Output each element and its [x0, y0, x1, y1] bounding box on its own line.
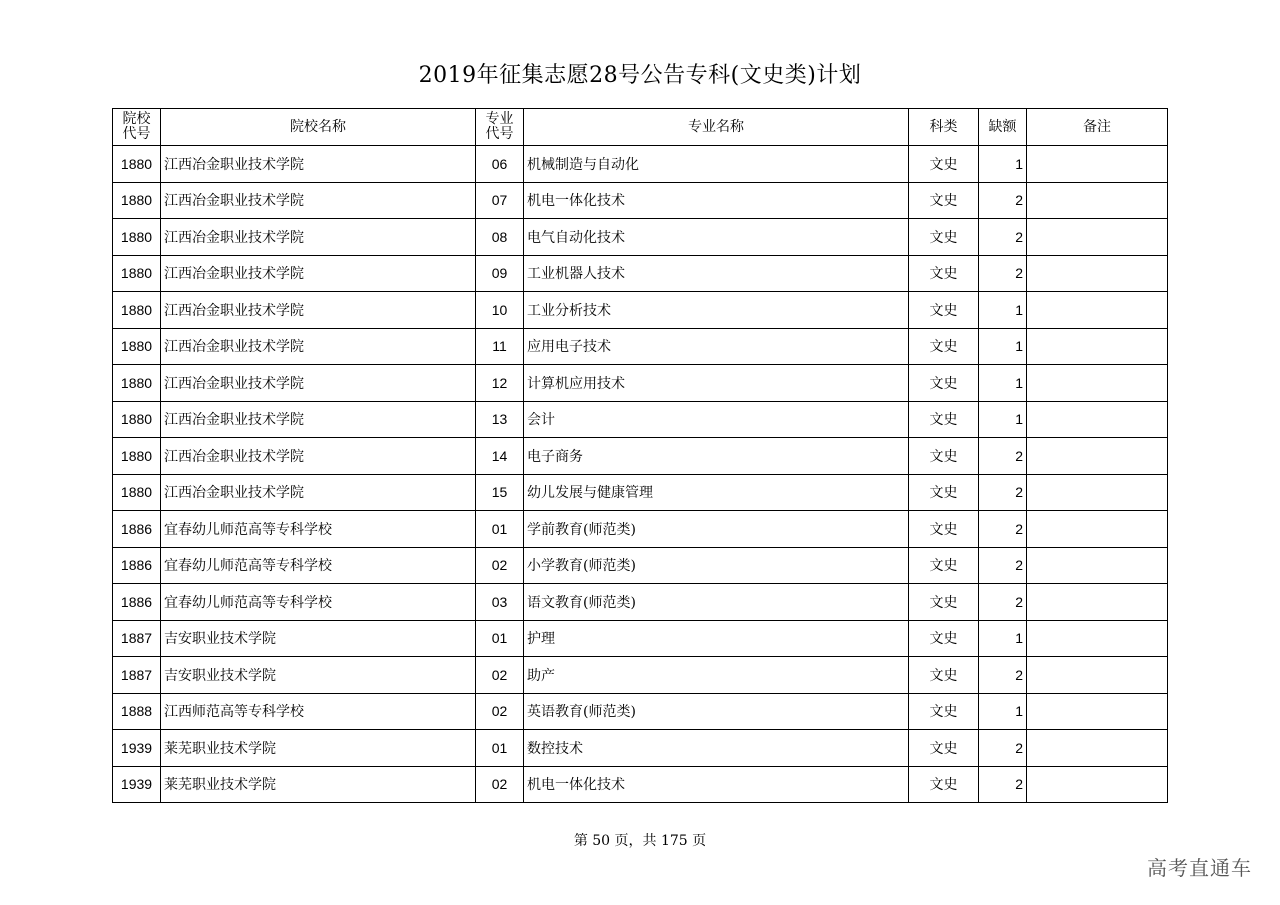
table-header-row [113, 109, 1168, 146]
cell-school-name: 莱芜职业技术学院 [161, 730, 476, 767]
table-row [113, 292, 1168, 329]
cell-major-name: 英语教育(师范类) [524, 693, 909, 730]
cell-quota: 1 [979, 328, 1027, 365]
cell-major-name: 小学教育(师范类) [524, 547, 909, 584]
table-row [113, 365, 1168, 402]
cell-school-code: 1886 [113, 511, 161, 548]
cell-school-name: 江西冶金职业技术学院 [161, 328, 476, 365]
cell-major-code: 09 [476, 255, 524, 292]
cell-school-code: 1880 [113, 292, 161, 329]
table-row [113, 657, 1168, 694]
cell-school-name: 江西冶金职业技术学院 [161, 292, 476, 329]
cell-note [1027, 547, 1168, 584]
cell-school-name: 江西冶金职业技术学院 [161, 255, 476, 292]
cell-note [1027, 292, 1168, 329]
table-row [113, 401, 1168, 438]
cell-major-code: 06 [476, 146, 524, 183]
cell-note [1027, 219, 1168, 256]
cell-major-name: 电子商务 [524, 438, 909, 475]
table-row [113, 730, 1168, 767]
cell-school-name: 宜春幼儿师范高等专科学校 [161, 511, 476, 548]
table-row [113, 182, 1168, 219]
cell-quota: 1 [979, 693, 1027, 730]
watermark: 高考直通车 [1147, 856, 1252, 880]
cell-category: 文史 [909, 693, 979, 730]
cell-major-name: 工业机器人技术 [524, 255, 909, 292]
cell-school-name: 宜春幼儿师范高等专科学校 [161, 584, 476, 621]
header-school-name: 院校名称 [161, 109, 476, 146]
cell-category: 文史 [909, 620, 979, 657]
cell-school-name: 宜春幼儿师范高等专科学校 [161, 547, 476, 584]
cell-category: 文史 [909, 438, 979, 475]
cell-major-code: 13 [476, 401, 524, 438]
cell-category: 文史 [909, 182, 979, 219]
cell-quota: 2 [979, 547, 1027, 584]
cell-major-code: 11 [476, 328, 524, 365]
cell-category: 文史 [909, 584, 979, 621]
cell-category: 文史 [909, 547, 979, 584]
cell-major-name: 机电一体化技术 [524, 182, 909, 219]
cell-note [1027, 584, 1168, 621]
cell-quota: 1 [979, 146, 1027, 183]
cell-major-code: 10 [476, 292, 524, 329]
cell-major-name: 幼儿发展与健康管理 [524, 474, 909, 511]
cell-note [1027, 182, 1168, 219]
cell-quota: 2 [979, 511, 1027, 548]
cell-school-code: 1887 [113, 620, 161, 657]
cell-school-code: 1880 [113, 219, 161, 256]
cell-quota: 1 [979, 620, 1027, 657]
cell-quota: 2 [979, 730, 1027, 767]
cell-major-code: 14 [476, 438, 524, 475]
cell-category: 文史 [909, 766, 979, 803]
cell-note [1027, 657, 1168, 694]
cell-school-code: 1887 [113, 657, 161, 694]
cell-school-name: 江西冶金职业技术学院 [161, 365, 476, 402]
cell-note [1027, 730, 1168, 767]
table-row [113, 219, 1168, 256]
table-row [113, 255, 1168, 292]
cell-category: 文史 [909, 474, 979, 511]
cell-quota: 1 [979, 401, 1027, 438]
cell-major-code: 12 [476, 365, 524, 402]
cell-major-name: 会计 [524, 401, 909, 438]
header-major-name: 专业名称 [524, 109, 909, 146]
cell-category: 文史 [909, 292, 979, 329]
cell-school-code: 1880 [113, 438, 161, 475]
header-major-code: 专业 代号 [476, 109, 524, 146]
cell-note [1027, 766, 1168, 803]
plan-table [112, 108, 1168, 803]
cell-quota: 2 [979, 584, 1027, 621]
cell-note [1027, 401, 1168, 438]
cell-category: 文史 [909, 657, 979, 694]
cell-major-name: 助产 [524, 657, 909, 694]
table-row [113, 547, 1168, 584]
cell-major-name: 数控技术 [524, 730, 909, 767]
page-title: 2019年征集志愿28号公告专科(文史类)计划 [418, 63, 862, 88]
cell-school-name: 江西冶金职业技术学院 [161, 438, 476, 475]
cell-note [1027, 255, 1168, 292]
cell-school-name: 江西冶金职业技术学院 [161, 146, 476, 183]
cell-major-code: 02 [476, 693, 524, 730]
cell-major-name: 机械制造与自动化 [524, 146, 909, 183]
cell-school-code: 1880 [113, 255, 161, 292]
cell-major-name: 应用电子技术 [524, 328, 909, 365]
table-body [113, 146, 1168, 803]
cell-major-code: 02 [476, 766, 524, 803]
header-quota: 缺额 [979, 109, 1027, 146]
cell-major-code: 08 [476, 219, 524, 256]
table-row [113, 146, 1168, 183]
cell-major-code: 02 [476, 657, 524, 694]
cell-major-code: 15 [476, 474, 524, 511]
table-row [113, 620, 1168, 657]
cell-category: 文史 [909, 401, 979, 438]
cell-quota: 2 [979, 766, 1027, 803]
cell-quota: 2 [979, 474, 1027, 511]
cell-school-code: 1880 [113, 182, 161, 219]
cell-major-code: 02 [476, 547, 524, 584]
cell-major-code: 01 [476, 730, 524, 767]
cell-school-name: 江西冶金职业技术学院 [161, 474, 476, 511]
cell-quota: 2 [979, 182, 1027, 219]
cell-major-name: 学前教育(师范类) [524, 511, 909, 548]
cell-school-name: 江西师范高等专科学校 [161, 693, 476, 730]
cell-school-code: 1880 [113, 401, 161, 438]
header-category: 科类 [909, 109, 979, 146]
cell-school-code: 1939 [113, 766, 161, 803]
cell-school-name: 吉安职业技术学院 [161, 657, 476, 694]
cell-major-code: 01 [476, 620, 524, 657]
cell-school-code: 1886 [113, 547, 161, 584]
cell-category: 文史 [909, 511, 979, 548]
cell-major-name: 计算机应用技术 [524, 365, 909, 402]
cell-school-name: 莱芜职业技术学院 [161, 766, 476, 803]
cell-category: 文史 [909, 255, 979, 292]
cell-school-name: 江西冶金职业技术学院 [161, 401, 476, 438]
cell-major-code: 03 [476, 584, 524, 621]
cell-note [1027, 328, 1168, 365]
cell-major-name: 电气自动化技术 [524, 219, 909, 256]
cell-quota: 2 [979, 438, 1027, 475]
cell-note [1027, 438, 1168, 475]
cell-major-name: 工业分析技术 [524, 292, 909, 329]
cell-category: 文史 [909, 146, 979, 183]
cell-note [1027, 693, 1168, 730]
table-row [113, 328, 1168, 365]
cell-school-name: 江西冶金职业技术学院 [161, 219, 476, 256]
cell-major-name: 护理 [524, 620, 909, 657]
table-row [113, 693, 1168, 730]
page-footer: 第 50 页，共 175 页 [573, 833, 707, 849]
cell-quota: 2 [979, 219, 1027, 256]
cell-school-code: 1939 [113, 730, 161, 767]
cell-school-code: 1888 [113, 693, 161, 730]
cell-school-code: 1880 [113, 474, 161, 511]
cell-school-code: 1880 [113, 365, 161, 402]
cell-quota: 2 [979, 657, 1027, 694]
table-row [113, 474, 1168, 511]
cell-major-name: 语文教育(师范类) [524, 584, 909, 621]
cell-category: 文史 [909, 365, 979, 402]
cell-school-name: 吉安职业技术学院 [161, 620, 476, 657]
cell-note [1027, 620, 1168, 657]
table-row [113, 766, 1168, 803]
cell-major-name: 机电一体化技术 [524, 766, 909, 803]
header-school-code: 院校 代号 [113, 109, 161, 146]
cell-note [1027, 511, 1168, 548]
cell-note [1027, 474, 1168, 511]
header-note: 备注 [1027, 109, 1168, 146]
cell-category: 文史 [909, 328, 979, 365]
cell-school-code: 1880 [113, 328, 161, 365]
table-row [113, 511, 1168, 548]
table-row [113, 438, 1168, 475]
cell-school-code: 1886 [113, 584, 161, 621]
cell-category: 文史 [909, 219, 979, 256]
cell-note [1027, 365, 1168, 402]
cell-quota: 2 [979, 255, 1027, 292]
cell-quota: 1 [979, 365, 1027, 402]
cell-category: 文史 [909, 730, 979, 767]
cell-quota: 1 [979, 292, 1027, 329]
cell-major-code: 07 [476, 182, 524, 219]
table-row [113, 584, 1168, 621]
cell-school-code: 1880 [113, 146, 161, 183]
cell-note [1027, 146, 1168, 183]
cell-school-name: 江西冶金职业技术学院 [161, 182, 476, 219]
cell-major-code: 01 [476, 511, 524, 548]
